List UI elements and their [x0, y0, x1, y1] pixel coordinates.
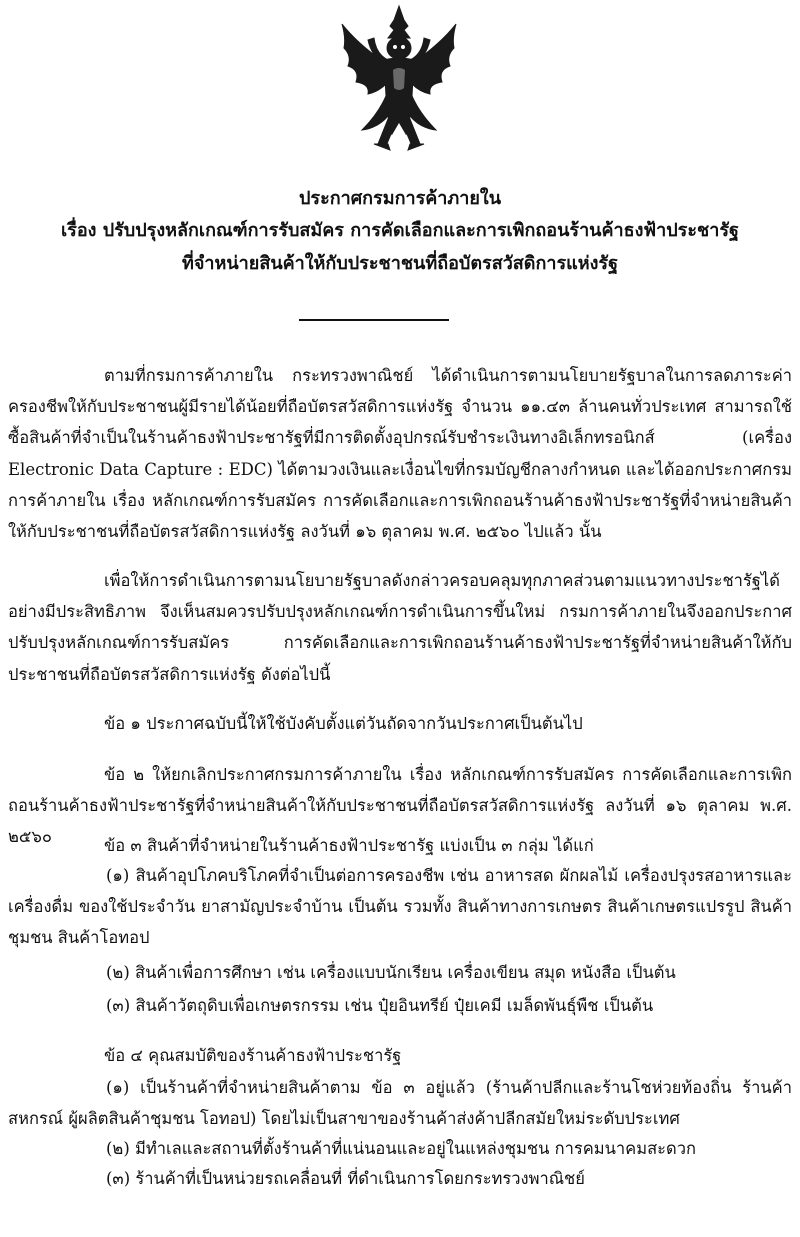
title-divider [299, 319, 449, 321]
announcement-subject-continued: ที่จำหน่ายสินค้าให้กับประชาชนที่ถือบัตรสวัสดิการแห่งรัฐ [181, 253, 619, 274]
clause-4-item-2: (๒) มีทำเลและสถานที่ตั้งร้านค้าที่แน่นอนและอยู่ในแหล่งชุมชน การคมนาคมสะดวก [106, 1139, 696, 1158]
clause-4: ข้อ ๔ คุณสมบัติของร้านค้าธงฟ้าประชารัฐ [104, 1046, 402, 1065]
clause-4-item-1: (๑) เป็นร้านค้าที่จำหน่ายสินค้าตาม ข้อ ๓ อยู่แล้ว (ร้านค้าปลีกและร้านโชห่วยท้องถิ่น ร้านค้าสหกรณ์ ผู้ผลิตสินค้าชุมชน โอทอป) โดยไม่เป็นสาขาของร้านค้าส่งค้าปลีกสมัยใหม่ระดับประเทศ [8, 1078, 792, 1129]
garuda-emblem-icon [338, 4, 460, 154]
clause-1: ข้อ ๑ ประกาศฉบับนี้ให้ใช้บังคับตั้งแต่วันถัดจากวันประกาศเป็นต้นไป [104, 714, 583, 733]
clause-3-item-1: (๑) สินค้าอุปโภคบริโภคที่จำเป็นต่อการครองชีพ เช่น อาหารสด ผักผลไม้ เครื่องปรุงรสอาหารและเครื่องดื่ม ของใช้ประจำวัน ยาสามัญประจำบ้าน เป็นต้น รวมทั้ง สินค้าทางการเกษตร สินค้าเกษตรแปรรูป สินค้าชุมชน สินค้าโอทอป [8, 866, 792, 948]
announcement-subject: เรื่อง ปรับปรุงหลักเกณฑ์การรับสมัคร การคัดเลือกและการเพิกถอนร้านค้าธงฟ้าประชารัฐ [61, 220, 739, 241]
intro-paragraph: ตามที่กรมการค้าภายใน กระทรวงพาณิชย์ ได้ดำเนินการตามนโยบายรัฐบาลในการลดภาระค่าครองชีพให้กับประชาชนผู้มีรายได้น้อยที่ถือบัตรสวัสดิการแห่งรัฐ จำนวน ๑๑.๔๓ ล้านคนทั่วประเทศ สามารถใช้ซื้อสินค้าที่จำเป็นในร้านค้าธงฟ้าประชารัฐที่มีการติดตั้งอุปกรณ์รับชำระเงินทางอิเล็กทรอนิกส์ (เครื่อง Electronic Data Capture : EDC) ได้ตามวงเงินและเงื่อนไขที่กรมบัญชีกลางกำหนด และได้ออกประกาศกรมการค้าภายใน เรื่อง หลักเกณฑ์การรับสมัคร การคัดเลือกและการเพิกถอนร้านค้าธงฟ้าประชารัฐที่จำหน่ายสินค้าให้กับประชาชนที่ถือบัตรสวัสดิการแห่งรัฐ ลงวันที่ ๑๖ ตุลาคม พ.ศ. ๒๕๖๐ ไปแล้ว นั้น [8, 366, 792, 542]
clause-3: ข้อ ๓ สินค้าที่จำหน่ายในร้านค้าธงฟ้าประชารัฐ แบ่งเป็น ๓ กลุ่ม ได้แก่ [104, 836, 594, 855]
purpose-paragraph: เพื่อให้การดำเนินการตามนโยบายรัฐบาลดังกล่าวครอบคลุมทุกภาคส่วนตามแนวทางประชารัฐได้อย่างมีประสิทธิภาพ จึงเห็นสมควรปรับปรุงหลักเกณฑ์การดำเนินการขึ้นใหม่ กรมการค้าภายในจึงออกประกาศปรับปรุงหลักเกณฑ์การรับสมัคร การคัดเลือกและการเพิกถอนร้านค้าธงฟ้าประชารัฐที่จำหน่ายสินค้าให้กับประชาชนที่ถือบัตรสวัสดิการแห่งรัฐ ดังต่อไปนี้ [8, 571, 792, 684]
clause-3-item-3: (๓) สินค้าวัตถุดิบเพื่อเกษตรกรรม เช่น ปุ๋ยอินทรีย์ ปุ๋ยเคมี เมล็ดพันธุ์พืช เป็นต้น [106, 996, 654, 1015]
announcement-title: ประกาศกรมการค้าภายใน [298, 188, 502, 209]
clause-4-item-3: (๓) ร้านค้าที่เป็นหน่วยรถเคลื่อนที่ ที่ดำเนินการโดยกระทรวงพาณิชย์ [106, 1169, 585, 1188]
clause-3-item-2: (๒) สินค้าเพื่อการศึกษา เช่น เครื่องแบบนักเรียน เครื่องเขียน สมุด หนังสือ เป็นต้น [106, 963, 676, 982]
clause-2: ข้อ ๒ ให้ยกเลิกประกาศกรมการค้าภายใน เรื่อง หลักเกณฑ์การรับสมัคร การคัดเลือกและการเพิกถอนร้านค้าธงฟ้าประชารัฐที่จำหน่ายสินค้าให้กับประชาชนที่ถือบัตรสวัสดิการแห่งรัฐ ลงวันที่ ๑๖ ตุลาคม พ.ศ. ๒๕๖๐ [8, 765, 792, 847]
